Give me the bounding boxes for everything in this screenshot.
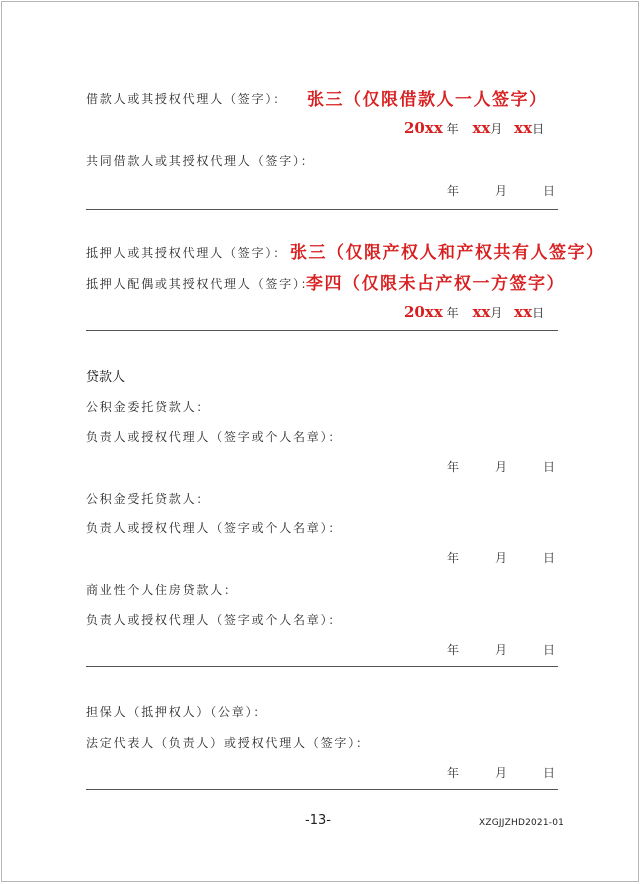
- date-day-unit: 日: [532, 122, 545, 136]
- date-day-value: xx: [514, 303, 533, 321]
- date-day-blank: 日: [543, 643, 556, 657]
- section-divider: [86, 209, 558, 210]
- co-borrower-label: 共同借款人或其授权代理人（签字）：: [86, 154, 315, 168]
- legal-rep-label: 法定代表人（负责人）或授权代理人（签字）：: [86, 736, 370, 750]
- date-year-blank: 年: [447, 551, 460, 565]
- guarantor-label: 担保人（抵押权人）（公章）：: [86, 705, 268, 719]
- spouse-signature: 李四（仅限未占产权一方签字）: [306, 274, 565, 294]
- accept-lender-label: 公积金受托贷款人：: [86, 492, 211, 506]
- accept-signatory-label: 负责人或授权代理人（签字或个人名章）：: [86, 521, 343, 535]
- document-code: XZGJJZHD2021-01: [479, 818, 565, 828]
- date-year-unit: 年: [446, 306, 459, 320]
- entrust-signatory-label: 负责人或授权代理人（签字或个人名章）：: [86, 430, 343, 444]
- date-day-value: xx: [514, 119, 533, 137]
- date-month-value: xx: [472, 119, 491, 137]
- date-year-blank: 年: [447, 460, 460, 474]
- date-month-blank: 月: [495, 551, 508, 565]
- date-month-unit: 月: [490, 306, 503, 320]
- date-month-blank: 月: [495, 766, 508, 780]
- date-month-blank: 月: [495, 460, 508, 474]
- date-day-blank: 日: [543, 551, 556, 565]
- date-year-blank: 年: [447, 766, 460, 780]
- lender-section-title: 贷款人: [86, 370, 126, 385]
- borrower-label: 借款人或其授权代理人（签字）：: [86, 92, 288, 106]
- document-page: [1, 1, 639, 882]
- page-number: -13-: [305, 813, 331, 828]
- commercial-lender-label: 商业性个人住房贷款人：: [86, 583, 238, 597]
- date-month-value: xx: [472, 303, 491, 321]
- date-year-blank: 年: [447, 184, 460, 198]
- date-day-unit: 日: [532, 306, 545, 320]
- borrower-sign-date: [404, 119, 544, 137]
- date-month-unit: 月: [490, 122, 503, 136]
- date-day-blank: 日: [543, 460, 556, 474]
- date-year-value: 20xx: [404, 119, 443, 137]
- date-day-blank: 日: [543, 766, 556, 780]
- date-year-value: 20xx: [404, 303, 443, 321]
- mortgagor-signature: 张三（仅限产权人和产权共有人签字）: [290, 243, 605, 263]
- entrust-lender-label: 公积金委托贷款人：: [86, 400, 211, 414]
- mortgagor-label: 抵押人或其授权代理人（签字）：: [86, 246, 288, 260]
- date-month-blank: 月: [495, 184, 508, 198]
- section-divider: [86, 789, 558, 790]
- borrower-signature: 张三（仅限借款人一人签字）: [307, 90, 548, 110]
- section-divider: [86, 330, 558, 331]
- spouse-label: 抵押人配偶或其授权代理人（签字）：: [86, 277, 315, 291]
- date-year-unit: 年: [446, 122, 459, 136]
- date-year-blank: 年: [447, 643, 460, 657]
- date-month-blank: 月: [495, 643, 508, 657]
- mortgagor-sign-date: [404, 303, 544, 321]
- commercial-signatory-label: 负责人或授权代理人（签字或个人名章）：: [86, 613, 343, 627]
- section-divider: [86, 666, 558, 667]
- date-day-blank: 日: [543, 184, 556, 198]
